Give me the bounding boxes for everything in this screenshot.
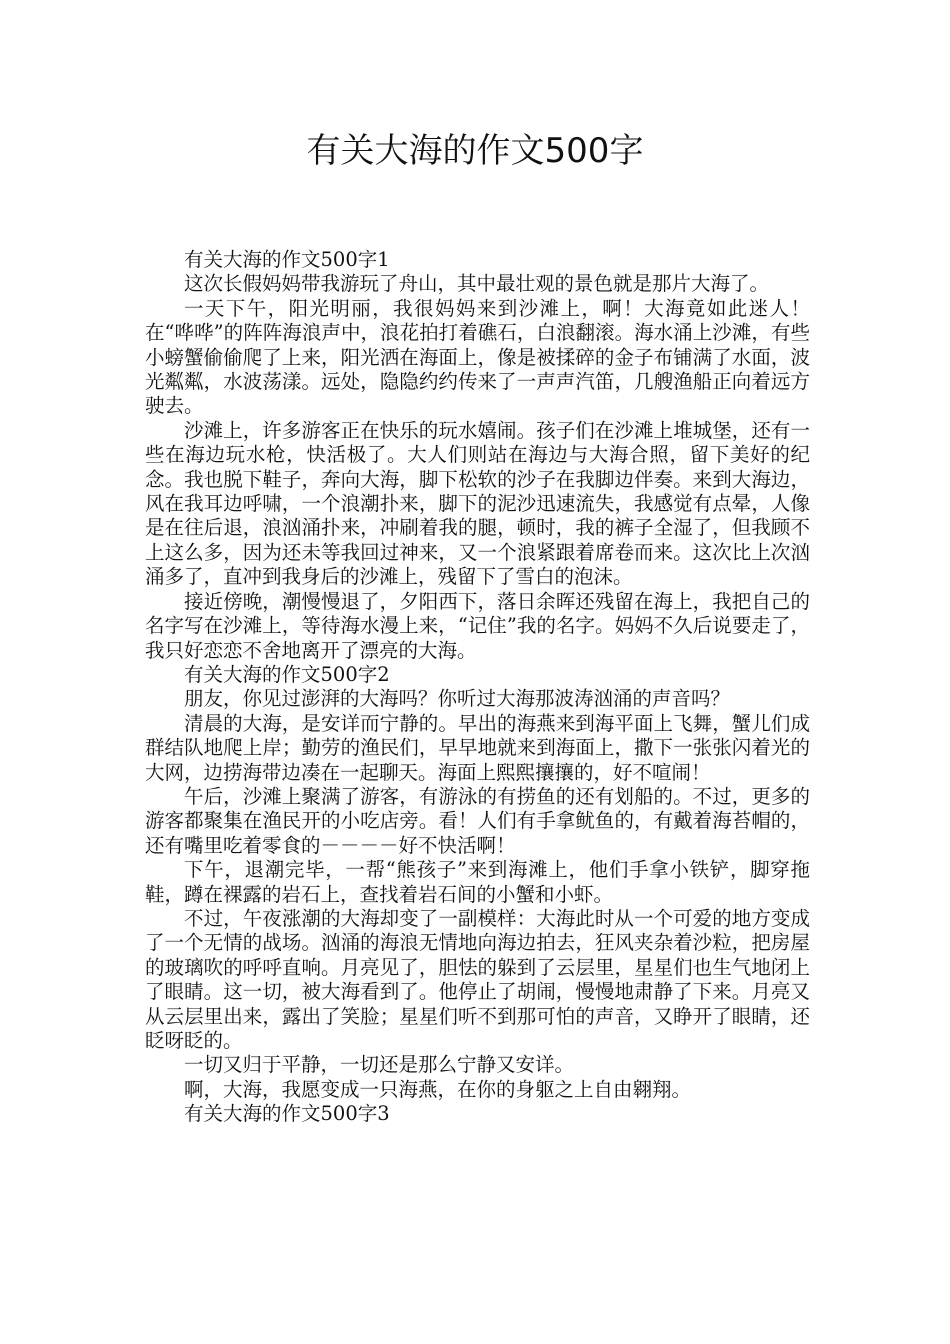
paragraph: 一切又归于平静，一切还是那么宁静又安详。: [184, 1053, 575, 1077]
paragraph: 不过，午夜涨潮的大海却变了一副模样：大海此时从一个可爱的地方变成了一个无情的战场。汹涌的海浪无情地向海边拍去，狂风夹杂着沙粒，把房屋的玻璃吹的呼呼直响。月亮见了，胆怯的躲到了云层里，星星们也生气地闭上了眼睛。这一切，被大海看到了。他停止了胡闹，慢慢地肃静了下来。月亮又从云层里出来，露出了笑脸；星星们听不到那可怕的声音，又睁开了眼睛，还眨呀眨的。: [145, 906, 810, 1052]
paragraph: 啊，大海，我愿变成一只海燕，在你的身躯之上自由翱翔。: [184, 1077, 692, 1101]
paragraph: 接近傍晚，潮慢慢退了，夕阳西下，落日余晖还残留在海上，我把自己的名字写在沙滩上，等待海水漫上来，“记住”我的名字。妈妈不久后说要走了，我只好恋恋不舍地离开了漂亮的大海。: [145, 589, 810, 662]
paragraph: 沙滩上，许多游客正在快乐的玩水嬉闹。孩子们在沙滩上堆城堡，还有一些在海边玩水枪，快活极了。大人们则站在海边与大海合照，留下美好的纪念。我也脱下鞋子，奔向大海，脚下松软的沙子在我脚边伴奏。来到大海边，风在我耳边呼啸，一个浪潮扑来，脚下的泥沙迅速流失，我感觉有点晕，人像是在往后退，浪汹涌扑来，冲刷着我的腿，顿时，我的裤子全湿了，但我顾不上这么多，因为还未等我回过神来，又一个浪紧跟着席卷而来。这次比上次汹涌多了，直冲到我身后的沙滩上，残留下了雪白的泡沫。: [145, 418, 810, 589]
section-heading-1: 有关大海的作文500字1: [184, 248, 390, 271]
document-body: [145, 248, 810, 1127]
paragraph: 清晨的大海，是安详而宁静的。早出的海燕来到海平面上飞舞，蟹儿们成群结队地爬上岸；勤劳的渔民们，早早地就来到海面上，撒下一张张闪着光的大网，边捞海带边凑在一起聊天。海面上熙熙攘攘的，好不喧闹！: [145, 711, 810, 784]
paragraph: 这次长假妈妈带我游玩了舟山，其中最壮观的景色就是那片大海了。: [184, 272, 770, 296]
paragraph: 午后，沙滩上聚满了游客，有游泳的有捞鱼的还有划船的。不过，更多的游客都聚集在渔民开的小吃店旁。看！人们有手拿鱿鱼的，有戴着海苔帽的，还有嘴里吃着零食的－－－－好不快活啊！: [145, 784, 810, 857]
paragraph: 下午，退潮完毕，一帮“熊孩子”来到海滩上，他们手拿小铁铲，脚穿拖鞋，蹲在裸露的岩石上，查找着岩石间的小蟹和小虾。: [145, 858, 810, 906]
paragraph: 一天下午，阳光明丽，我很妈妈来到沙滩上，啊！大海竟如此迷人！在“哗哗”的阵阵海浪声中，浪花拍打着礁石，白浪翻滚。海水涌上沙滩，有些小螃蟹偷偷爬了上来，阳光洒在海面上，像是被揉碎的金子布铺满了水面，波光粼粼，水波荡漾。远处，隐隐约约传来了一声声汽笛，几艘渔船正向着远方驶去。: [145, 296, 810, 418]
section-heading-2: 有关大海的作文500字2: [184, 662, 390, 686]
paragraph: 朋友，你见过澎湃的大海吗？你听过大海那波涛汹涌的声音吗？: [184, 687, 731, 711]
document-title: 有关大海的作文500字: [306, 131, 644, 171]
section-heading-3: 有关大海的作文500字3: [184, 1102, 390, 1126]
